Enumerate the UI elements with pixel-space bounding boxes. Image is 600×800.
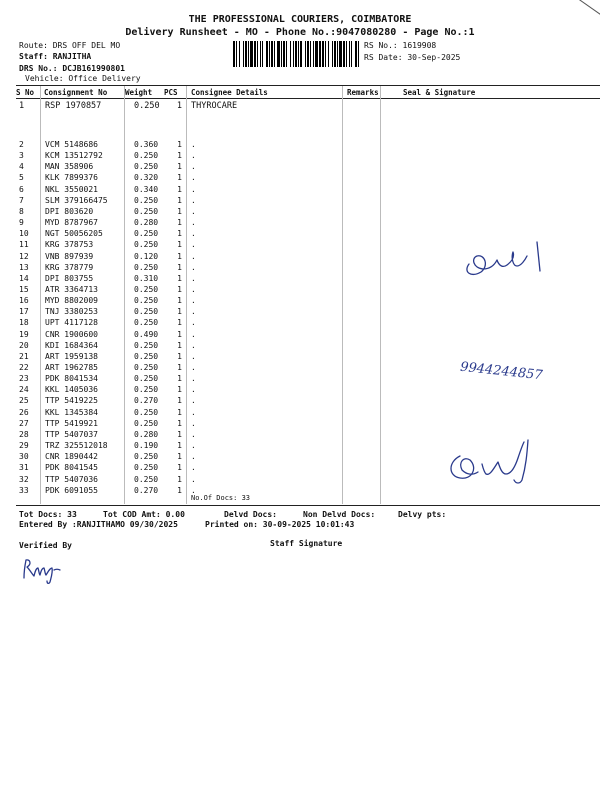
- consignment-number: RSP 1970857: [45, 101, 102, 111]
- barcode-bar: [266, 41, 268, 67]
- column-consignment: Consignment No: [44, 88, 108, 97]
- consignment-number: KDI 1684364: [45, 340, 98, 350]
- staff-label: Staff: RANJITHA: [19, 52, 92, 61]
- weight: 0.250: [134, 284, 159, 294]
- consignee-details: .: [191, 240, 196, 250]
- route-label: Route: DRS OFF DEL MO: [19, 41, 121, 50]
- weight: 0.250: [134, 195, 159, 205]
- no-of-docs: No.Of Docs: 33: [191, 494, 251, 502]
- column-seal-signature: Seal & Signature: [403, 88, 476, 97]
- barcode-bar: [300, 41, 302, 67]
- serial-number: 10: [19, 229, 29, 239]
- pieces: 1: [177, 418, 182, 428]
- table-row: [0, 185, 600, 196]
- consignment-number: TTP 5407037: [45, 429, 98, 439]
- delivery-points: Delvy pts:: [398, 510, 447, 519]
- serial-number: 4: [19, 162, 24, 172]
- weight: 0.250: [134, 307, 159, 317]
- pieces: 1: [177, 184, 182, 194]
- pieces: 1: [177, 452, 182, 462]
- consignment-number: UPT 4117128: [45, 318, 98, 328]
- pieces: 1: [177, 240, 182, 250]
- consignment-number: KRG 378779: [45, 262, 94, 272]
- barcode-bar: [337, 41, 338, 67]
- consignee-details: .: [191, 184, 196, 194]
- pieces: 1: [177, 206, 182, 216]
- pieces: 1: [177, 441, 182, 451]
- table-row: [0, 140, 600, 151]
- weight: 0.280: [134, 429, 159, 439]
- consignee-details: .: [191, 429, 196, 439]
- weight: 0.250: [134, 418, 159, 428]
- consignment-number: MYD 8787967: [45, 218, 98, 228]
- consignee-details: .: [191, 151, 196, 161]
- barcode-bar: [254, 41, 256, 67]
- barcode-bar: [351, 41, 352, 67]
- table-row: [0, 307, 600, 318]
- consignee-details: .: [191, 351, 196, 361]
- consignee-details: .: [191, 463, 196, 473]
- barcode-bar: [322, 41, 324, 67]
- rs-number: RS No.: 1619908: [364, 41, 437, 50]
- weight: 0.250: [134, 452, 159, 462]
- staff-signature-label: Staff Signature: [270, 539, 343, 548]
- printed-on: Printed on: 30-09-2025 10:01:43: [205, 520, 355, 529]
- barcode-bar: [239, 41, 240, 67]
- consignment-number: TTP 5407036: [45, 474, 98, 484]
- table-row: [0, 352, 600, 363]
- barcode-bar: [245, 41, 247, 67]
- pieces: 1: [177, 340, 182, 350]
- pieces: 1: [177, 351, 182, 361]
- pieces: 1: [177, 251, 182, 261]
- pieces: 1: [177, 307, 182, 317]
- serial-number: 12: [19, 251, 29, 261]
- consignment-number: PDK 6091055: [45, 485, 98, 495]
- consignment-number: KKL 1405036: [45, 385, 98, 395]
- barcode-bar: [319, 41, 321, 67]
- barcode-bar: [257, 41, 258, 67]
- weight: 0.490: [134, 329, 159, 339]
- weight: 0.250: [134, 162, 159, 172]
- consignee-details: .: [191, 385, 196, 395]
- barcode-bar: [349, 41, 350, 67]
- weight: 0.250: [134, 318, 159, 328]
- pieces: 1: [177, 151, 182, 161]
- weight: 0.250: [134, 229, 159, 239]
- consignee-details: .: [191, 307, 196, 317]
- consignee-details: .: [191, 374, 196, 384]
- weight: 0.250: [134, 101, 160, 111]
- barcode-bar: [274, 41, 275, 67]
- table-row: [0, 173, 600, 184]
- barcode-bar: [260, 41, 261, 67]
- weight: 0.270: [134, 396, 159, 406]
- barcode-bar: [283, 41, 285, 67]
- pieces: 1: [177, 363, 182, 372]
- consignment-number: TTP 5419921: [45, 418, 98, 428]
- consignment-number: VNB 897939: [45, 251, 94, 261]
- consignment-number: VCM 5148686: [45, 140, 98, 149]
- consignee-details: .: [191, 485, 196, 495]
- entered-by: Entered By :RANJITHAMO 09/30/2025: [19, 520, 178, 529]
- table-row: [0, 385, 600, 396]
- barcode-bar: [315, 41, 318, 67]
- serial-number: 29: [19, 441, 29, 451]
- consignee-details: .: [191, 218, 196, 228]
- consignment-number: KKL 1345384: [45, 407, 98, 417]
- recipient-signature-2: [442, 432, 552, 490]
- weight: 0.250: [134, 240, 159, 250]
- consignment-number: MYD 8802009: [45, 296, 98, 306]
- serial-number: 32: [19, 474, 29, 484]
- barcode-bar: [346, 41, 347, 67]
- barcode-bar: [305, 41, 306, 67]
- weight: 0.250: [134, 463, 159, 473]
- serial-number: 2: [19, 140, 24, 149]
- consignee-details: .: [191, 329, 196, 339]
- table-row: [0, 218, 600, 229]
- consignee-details: .: [191, 195, 196, 205]
- barcode-bar: [286, 41, 287, 67]
- barcode-bar: [332, 41, 333, 67]
- weight: 0.250: [134, 474, 159, 484]
- pieces: 1: [177, 429, 182, 439]
- pieces: 1: [177, 407, 182, 417]
- weight: 0.120: [134, 251, 159, 261]
- pieces: 1: [177, 296, 182, 306]
- column-consignee-details: Consignee Details: [191, 88, 268, 97]
- pieces: 1: [177, 374, 182, 384]
- table-row: [0, 396, 600, 407]
- barcode-bar: [355, 41, 357, 67]
- pieces: 1: [177, 474, 182, 484]
- barcode-bar: [325, 41, 326, 67]
- weight: 0.250: [134, 296, 159, 306]
- consignee-details: .: [191, 251, 196, 261]
- column-pcs: PCS: [164, 88, 178, 97]
- barcode-bar: [233, 41, 235, 67]
- non-delivered-docs: Non Delvd Docs:: [303, 510, 376, 519]
- barcode-bar: [277, 41, 280, 67]
- consignment-number: SLM 379166475: [45, 195, 108, 205]
- consignee-details: .: [191, 363, 196, 372]
- pieces: 1: [177, 195, 182, 205]
- serial-number: 23: [19, 374, 29, 384]
- consignee-details: .: [191, 474, 196, 484]
- table-row: [0, 318, 600, 329]
- serial-number: 3: [19, 151, 24, 161]
- barcode-bar: [281, 41, 282, 67]
- consignment-number: CNR 1900600: [45, 329, 98, 339]
- consignment-number: TRZ 325512018: [45, 441, 108, 451]
- weight: 0.320: [134, 173, 159, 183]
- consignment-number: ATR 3364713: [45, 284, 98, 294]
- barcode-bar: [248, 41, 249, 67]
- pieces: 1: [177, 173, 182, 183]
- serial-number: 15: [19, 284, 29, 294]
- consignee-details: .: [191, 262, 196, 272]
- weight: 0.250: [134, 363, 159, 372]
- serial-number: 5: [19, 173, 24, 183]
- weight: 0.250: [134, 407, 159, 417]
- consignee-details: .: [191, 173, 196, 183]
- consignee-details: .: [191, 318, 196, 328]
- weight: 0.270: [134, 485, 159, 495]
- table-row: [0, 408, 600, 419]
- consignment-number: NKL 3550021: [45, 184, 98, 194]
- consignment-number: ART 1962785: [45, 363, 98, 372]
- table-row: [0, 162, 600, 173]
- serial-number: 11: [19, 240, 29, 250]
- pieces: 1: [177, 396, 182, 406]
- table-row: [0, 341, 600, 352]
- barcode-bar: [290, 41, 291, 67]
- serial-number: 20: [19, 340, 29, 350]
- rs-date: RS Date: 30-Sep-2025: [364, 53, 461, 62]
- consignee-details: .: [191, 273, 196, 283]
- consignment-number: NGT 50056205: [45, 229, 103, 239]
- pieces: 1: [177, 385, 182, 395]
- pieces: 1: [177, 329, 182, 339]
- pieces: 1: [177, 273, 182, 283]
- barcode-bar: [295, 41, 297, 67]
- consignment-number: ART 1959138: [45, 351, 98, 361]
- barcode-bar: [307, 41, 309, 67]
- vehicle-label: Vehicle: Office Delivery: [25, 74, 141, 83]
- table-row: [0, 419, 600, 430]
- column-weight: Weight: [125, 88, 153, 97]
- barcode-bar: [343, 41, 345, 67]
- consignment-number: PDK 8041534: [45, 374, 98, 384]
- serial-number: 6: [19, 184, 24, 194]
- consignee-details: .: [191, 206, 196, 216]
- serial-number: 9: [19, 218, 24, 228]
- table-row: [0, 101, 600, 112]
- consignee-details: .: [191, 140, 196, 149]
- column-sno: S No: [16, 88, 35, 97]
- consignee-details: .: [191, 229, 196, 239]
- serial-number: 1: [19, 101, 25, 111]
- weight: 0.250: [134, 340, 159, 350]
- pieces: 1: [177, 485, 182, 495]
- pieces: 1: [177, 229, 182, 239]
- recipient-signature-1: [455, 238, 550, 283]
- serial-number: 14: [19, 273, 29, 283]
- pieces: 1: [177, 463, 182, 473]
- delivered-docs: Delvd Docs:: [224, 510, 277, 519]
- column-remarks: Remarks: [347, 88, 379, 97]
- serial-number: 21: [19, 351, 29, 361]
- barcode-bar: [310, 41, 311, 67]
- weight: 0.360: [134, 140, 159, 149]
- pieces: 1: [177, 218, 182, 228]
- pieces: 1: [177, 262, 182, 272]
- pieces: 1: [176, 101, 182, 111]
- header-top-rule: [16, 85, 600, 86]
- barcode-bar: [339, 41, 342, 67]
- consignee-details: .: [191, 340, 196, 350]
- drs-number: DRS No.: DCJB161990801: [19, 64, 125, 73]
- table-row: [0, 196, 600, 207]
- barcode-bar: [334, 41, 336, 67]
- barcode-bar: [262, 41, 263, 67]
- barcode-bar: [236, 41, 237, 67]
- barcode-bar: [328, 41, 329, 67]
- consignee-details: .: [191, 452, 196, 462]
- weight: 0.250: [134, 262, 159, 272]
- total-cod-amount: Tot COD Amt: 0.00: [103, 510, 185, 519]
- serial-number: 17: [19, 307, 29, 317]
- handwritten-phone: 9944244857: [459, 359, 544, 384]
- consignee-details: .: [191, 418, 196, 428]
- serial-number: 8: [19, 206, 24, 216]
- serial-number: 18: [19, 318, 29, 328]
- barcode-bar: [269, 41, 270, 67]
- barcode-bar: [243, 41, 244, 67]
- serial-number: 24: [19, 385, 29, 395]
- header-bottom-rule: [16, 98, 600, 99]
- barcode-bar: [298, 41, 299, 67]
- serial-number: 33: [19, 485, 29, 495]
- table-bottom-rule: [16, 505, 600, 506]
- table-row: [0, 330, 600, 341]
- serial-number: 19: [19, 329, 29, 339]
- barcode-bar: [250, 41, 253, 67]
- barcode-bar: [271, 41, 273, 67]
- serial-number: 7: [19, 195, 24, 205]
- verified-by-label: Verified By: [19, 541, 72, 550]
- consignee-details: .: [191, 441, 196, 451]
- pieces: 1: [177, 284, 182, 294]
- consignment-number: DPI 803620: [45, 206, 94, 216]
- serial-number: 25: [19, 396, 29, 406]
- consignment-number: MAN 358906: [45, 162, 94, 172]
- barcode-bar: [293, 41, 294, 67]
- weight: 0.250: [134, 385, 159, 395]
- consignment-number: DPI 803755: [45, 273, 94, 283]
- pieces: 1: [177, 140, 182, 149]
- consignment-number: CNR 1890442: [45, 452, 98, 462]
- serial-number: 27: [19, 418, 29, 428]
- total-docs: Tot Docs: 33: [19, 510, 77, 519]
- consignment-number: TTP 5419225: [45, 396, 98, 406]
- barcode-bar: [358, 41, 359, 67]
- serial-number: 30: [19, 452, 29, 462]
- weight: 0.250: [134, 374, 159, 384]
- consignee-details: .: [191, 296, 196, 306]
- table-row: [0, 151, 600, 162]
- consignee-details: THYROCARE: [191, 101, 238, 111]
- serial-number: 26: [19, 407, 29, 417]
- serial-number: 22: [19, 363, 29, 372]
- consignee-details: .: [191, 284, 196, 294]
- table-row: [0, 296, 600, 307]
- consignment-number: KCM 13512792: [45, 151, 103, 161]
- consignee-details: .: [191, 162, 196, 172]
- weight: 0.250: [134, 151, 159, 161]
- pieces: 1: [177, 162, 182, 172]
- weight: 0.340: [134, 184, 159, 194]
- table-row: [0, 285, 600, 296]
- weight: 0.250: [134, 351, 159, 361]
- consignee-details: .: [191, 407, 196, 417]
- weight: 0.250: [134, 206, 159, 216]
- table-row: [0, 207, 600, 218]
- serial-number: 16: [19, 296, 29, 306]
- consignee-details: .: [191, 396, 196, 406]
- consignment-number: KRG 378753: [45, 240, 94, 250]
- barcode-bar: [313, 41, 314, 67]
- weight: 0.310: [134, 273, 159, 283]
- runsheet-title: Delivery Runsheet - MO - Phone No.:9047080280 - Page No.:1: [125, 27, 475, 38]
- consignment-number: PDK 8041545: [45, 463, 98, 473]
- barcode: [233, 41, 360, 67]
- weight: 0.190: [134, 441, 159, 451]
- pieces: 1: [177, 318, 182, 328]
- weight: 0.280: [134, 218, 159, 228]
- company-title: THE PROFESSIONAL COURIERS, COIMBATORE: [188, 14, 412, 25]
- serial-number: 28: [19, 429, 29, 439]
- verifier-signature: [18, 556, 68, 586]
- consignment-number: TNJ 3380253: [45, 307, 98, 317]
- serial-number: 13: [19, 262, 29, 272]
- serial-number: 31: [19, 463, 29, 473]
- consignment-number: KLK 7899376: [45, 173, 98, 183]
